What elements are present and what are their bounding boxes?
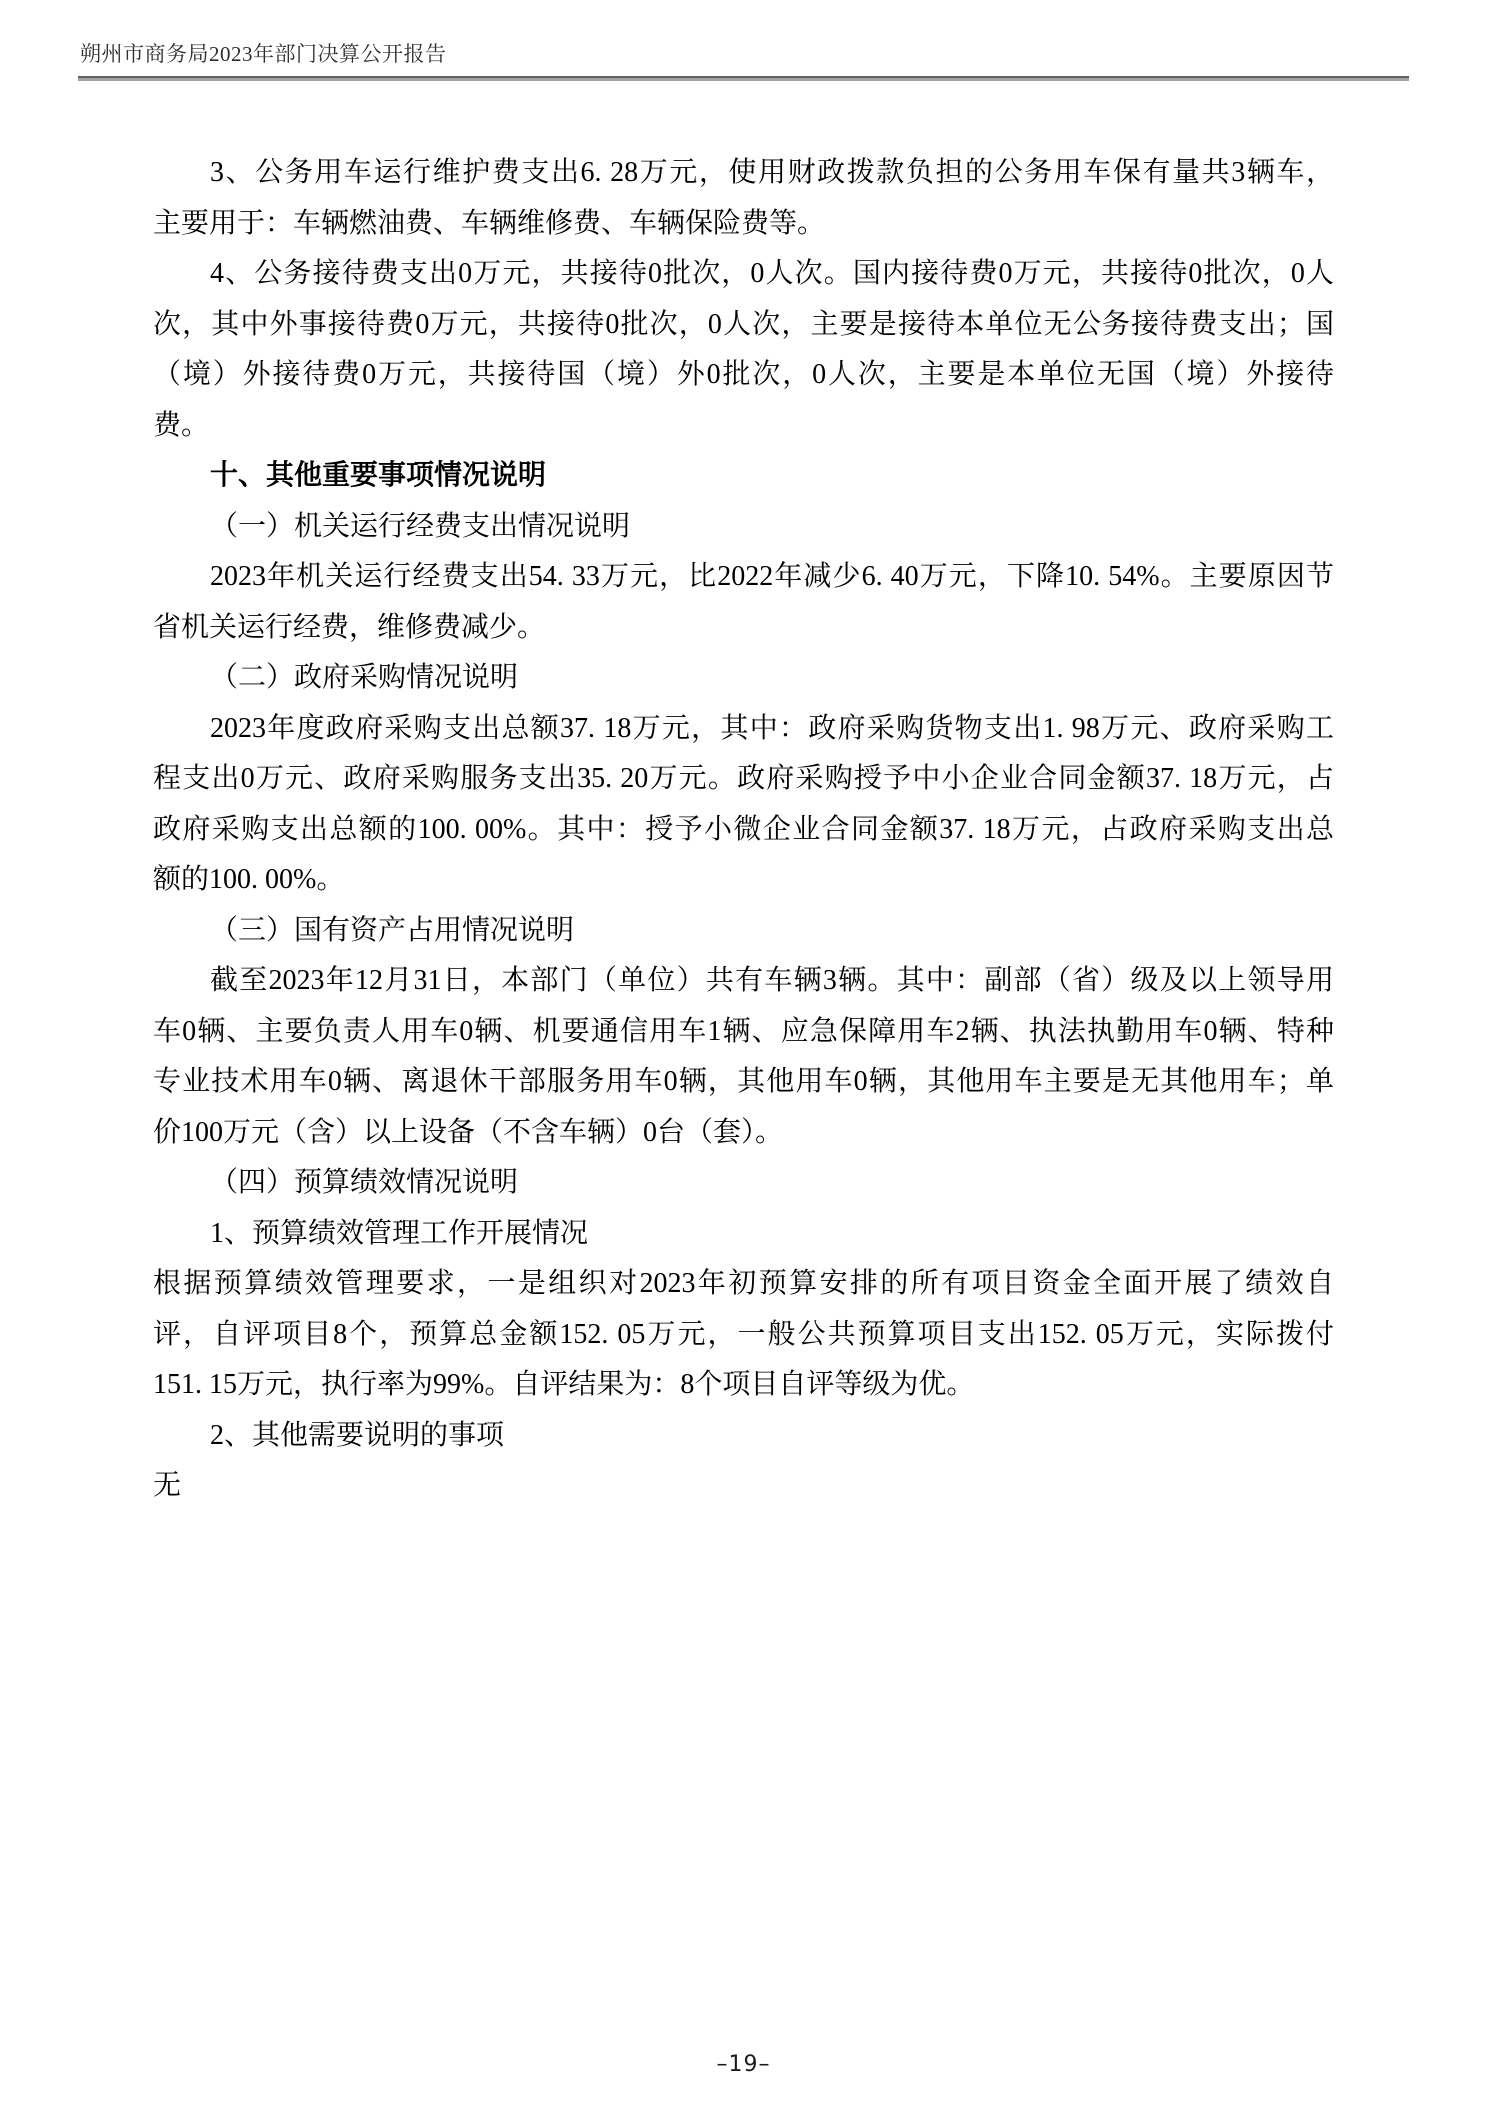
header-rule <box>78 76 1409 81</box>
subsection-heading: （三）国有资产占用情况说明 <box>210 914 575 946</box>
paragraph-line: 程支出0万元、政府采购服务支出35. 20万元。政府采购授予中小企业合同金额37. 18万元，占 <box>153 763 1334 794</box>
paragraph-line: 评，自评项目8个，预算总金额152. 05万元，一般公共预算项目支出152. 05万元，实际拨付 <box>153 1318 1334 1350</box>
subsection-heading: （二）政府采购情况说明 <box>210 662 519 693</box>
paragraph-line: 无 <box>153 1470 182 1501</box>
paragraph-line: 专业技术用车0辆、离退休干部服务用车0辆，其他用车0辆，其他用车主要是无其他用车；单 <box>153 1066 1334 1097</box>
paragraph-line: 根据预算绩效管理要求，一是组织对2023年初预算安排的所有项目资金全面开展了绩效自 <box>153 1268 1334 1299</box>
subsection-heading: 2、其他需要说明的事项 <box>210 1419 505 1451</box>
paragraph-line: 2023年度政府采购支出总额37. 18万元，其中：政府采购货物支出1. 98万元、政府采购工 <box>210 712 1334 744</box>
paragraph-line: 费。 <box>153 409 210 441</box>
paragraph-line: 截至2023年12月31日，本部门（单位）共有车辆3辆。其中：副部（省）级及以上领导用 <box>210 965 1334 996</box>
paragraph-line: 省机关运行经费，维修费减少。 <box>153 611 546 643</box>
paragraph-line: （境）外接待费0万元，共接待国（境）外0批次，0人次，主要是本单位无国（境）外接待 <box>153 359 1334 390</box>
paragraph-line: 车0辆、主要负责人用车0辆、机要通信用车1辆、应急保障用车2辆、执法执勤用车0辆、特种 <box>153 1015 1334 1047</box>
page-number: –19– <box>716 2052 771 2077</box>
subsection-heading: 1、预算绩效管理工作开展情况 <box>210 1217 589 1249</box>
subsection-heading: （一）机关运行经费支出情况说明 <box>210 510 631 542</box>
paragraph-line: 3、公务用车运行维护费支出6. 28万元，使用财政拨款负担的公务用车保有量共3辆车， <box>210 157 1334 188</box>
page-header-title: 朔州市商务局2023年部门决算公开报告 <box>80 42 447 66</box>
paragraph-line: 2023年机关运行经费支出54. 33万元，比2022年减少6. 40万元，下降10. 54%。主要原因节 <box>210 561 1334 592</box>
paragraph-line: 额的100. 00%。 <box>153 864 345 895</box>
document-body <box>153 148 1334 1512</box>
subsection-heading: （四）预算绩效情况说明 <box>210 1167 519 1198</box>
paragraph-line: 价100万元（含）以上设备（不含车辆）0台（套）。 <box>153 1116 784 1148</box>
section-heading: 十、其他重要事项情况说明 <box>210 460 547 491</box>
paragraph-line: 主要用于：车辆燃油费、车辆维修费、车辆保险费等。 <box>153 207 826 239</box>
paragraph-line: 151. 15万元，执行率为99%。自评结果为：8个项目自评等级为优。 <box>153 1369 975 1400</box>
paragraph-line: 4、公务接待费支出0万元，共接待0批次，0人次。国内接待费0万元，共接待0批次，0人 <box>210 258 1334 289</box>
paragraph-line: 次，其中外事接待费0万元，共接待0批次，0人次，主要是接待本单位无公务接待费支出；国 <box>153 308 1334 340</box>
paragraph-line: 政府采购支出总额的100. 00%。其中：授予小微企业合同金额37. 18万元，占政府采购支出总 <box>153 813 1334 845</box>
